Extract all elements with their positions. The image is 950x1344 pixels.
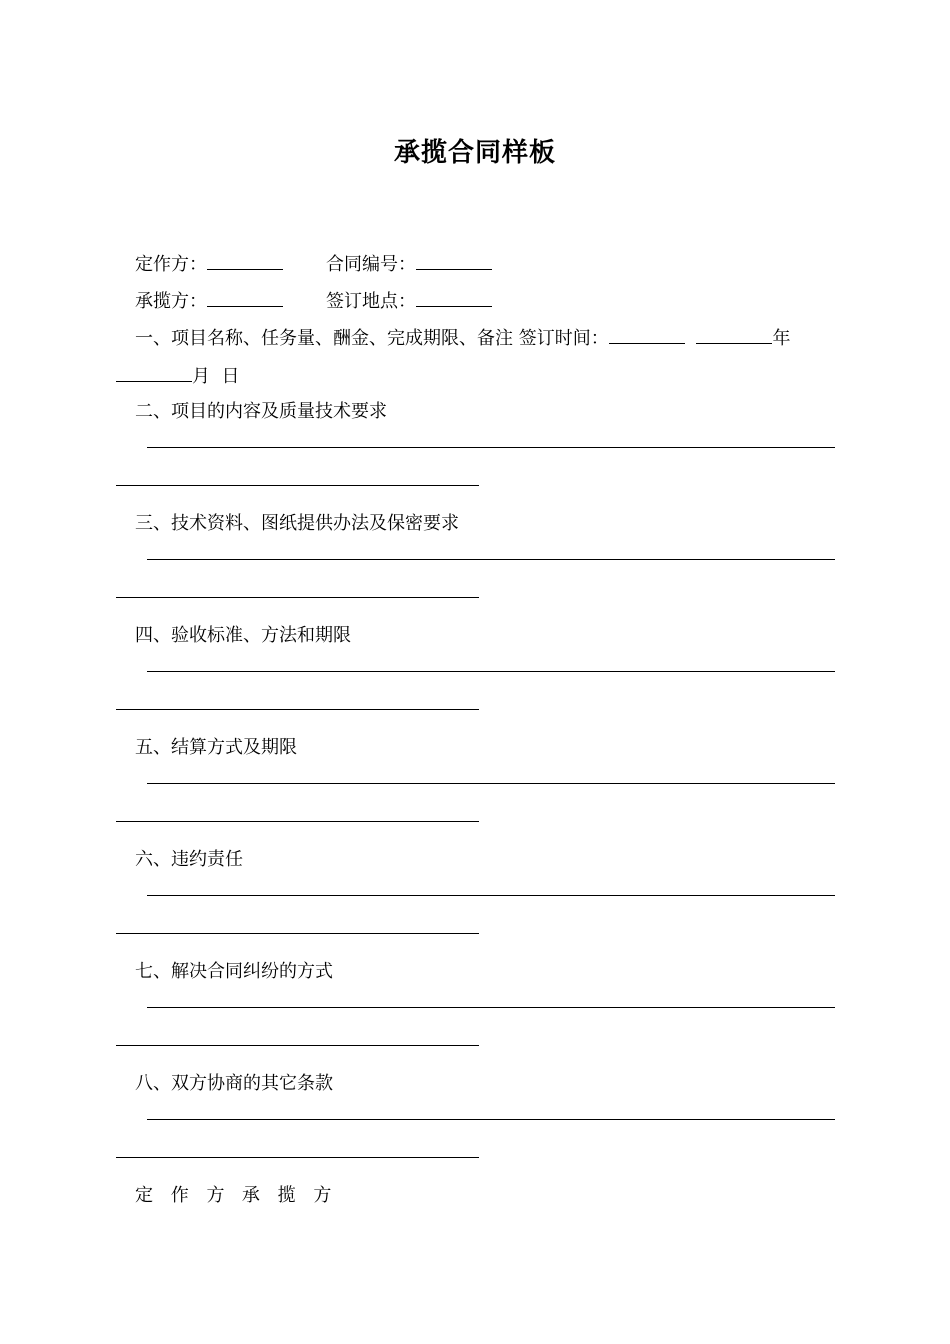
- section-3-heading: 三、技术资料、图纸提供办法及保密要求: [135, 513, 459, 534]
- orderer-blank[interactable]: [207, 251, 283, 270]
- section-7-fill-line-1[interactable]: [147, 1007, 835, 1008]
- section-7-fill-line-2[interactable]: [116, 1045, 479, 1046]
- year-label: 年: [772, 328, 791, 349]
- section-7-heading: 七、解决合同纠纷的方式: [135, 961, 333, 982]
- sign-year-blank[interactable]: [696, 325, 772, 344]
- section-8-heading: 八、双方协商的其它条款: [135, 1073, 333, 1094]
- section-2-fill-line-1[interactable]: [147, 447, 835, 448]
- page-title: 承揽合同样板: [393, 138, 556, 168]
- signature-line: [135, 1184, 337, 1208]
- orderer-line: [135, 251, 283, 277]
- section-3-fill-line-2[interactable]: [116, 597, 479, 598]
- section-1-line: [135, 325, 790, 351]
- section-4-fill-line-1[interactable]: [147, 671, 835, 672]
- day-label: 日: [221, 366, 240, 387]
- section-8-fill-line-1[interactable]: [147, 1119, 835, 1120]
- contractor-signature-label: 承 揽 方: [241, 1185, 338, 1206]
- contractor-line: [135, 288, 283, 314]
- section-2-fill-line-2[interactable]: [116, 485, 479, 486]
- sign-place-line: [326, 288, 492, 314]
- section-6-heading: 六、违约责任: [135, 849, 243, 870]
- contract-no-label: 合同编号：: [326, 254, 416, 275]
- contract-no-blank[interactable]: [416, 251, 492, 270]
- section-6-fill-line-2[interactable]: [116, 933, 479, 934]
- section-4-heading: 四、验收标准、方法和期限: [135, 625, 351, 646]
- section-6-fill-line-1[interactable]: [147, 895, 835, 896]
- sign-month-blank[interactable]: [116, 363, 192, 382]
- section-8-fill-line-2[interactable]: [116, 1157, 479, 1158]
- month-label: 月: [192, 366, 210, 387]
- section-4-fill-line-2[interactable]: [116, 709, 479, 710]
- sign-place-blank[interactable]: [416, 288, 492, 307]
- sign-place-label: 签订地点：: [326, 291, 416, 312]
- section-2-heading: 二、项目的内容及质量技术要求: [135, 401, 387, 422]
- contractor-label: 承揽方：: [135, 291, 207, 312]
- contract-no-line: [326, 251, 492, 277]
- sign-date-blank-1[interactable]: [609, 325, 685, 344]
- section-5-fill-line-2[interactable]: [116, 821, 479, 822]
- contractor-blank[interactable]: [207, 288, 283, 307]
- section-5-fill-line-1[interactable]: [147, 783, 835, 784]
- section-1-label: 一、项目名称、任务量、酬金、完成期限、备注 签订时间：: [135, 328, 609, 349]
- section-5-heading: 五、结算方式及期限: [135, 737, 297, 758]
- section-3-fill-line-1[interactable]: [147, 559, 835, 560]
- orderer-signature-label: 定 作 方: [135, 1185, 231, 1206]
- section-1-date-line: [116, 363, 239, 389]
- orderer-label: 定作方：: [135, 254, 207, 275]
